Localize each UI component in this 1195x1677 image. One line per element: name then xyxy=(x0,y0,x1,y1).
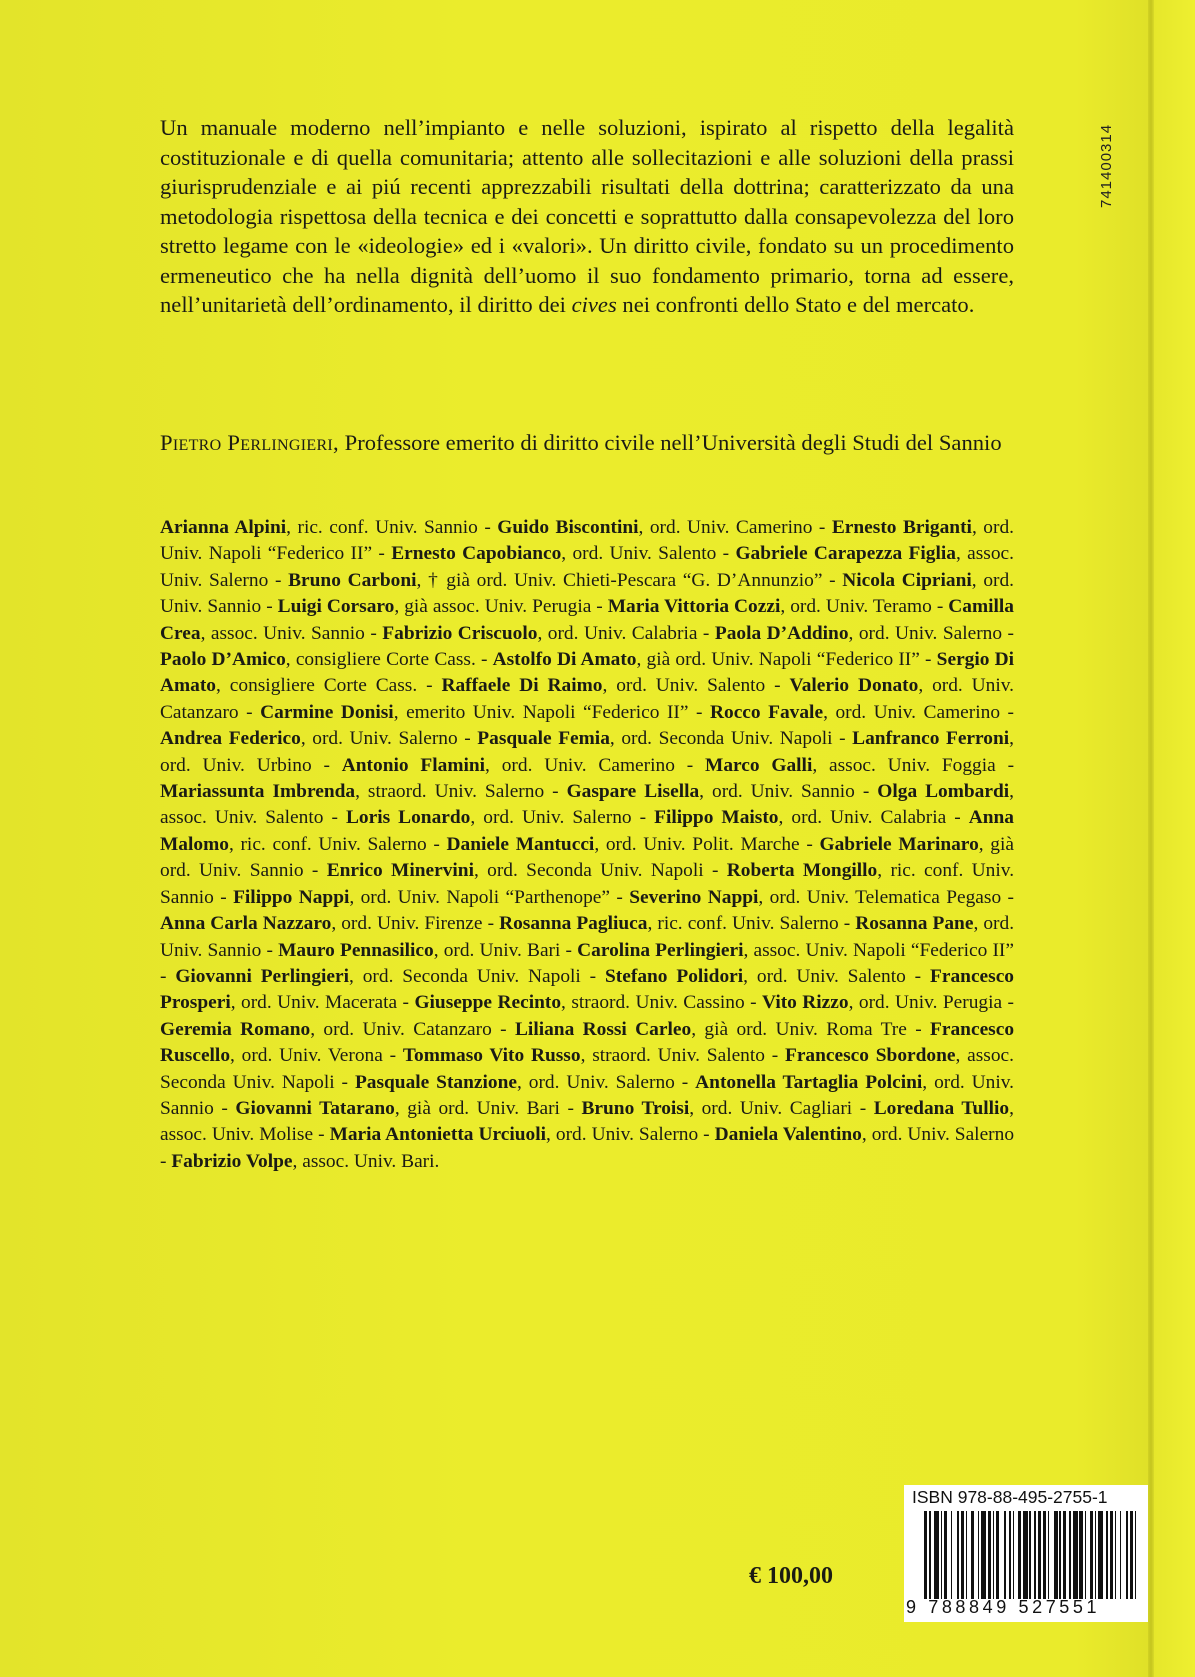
contributor-entry: Gabriele Carapezza Figlia, assoc. Univ. Salerno xyxy=(160,543,1014,591)
contributor-entry: Geremia Romano, ord. Univ. Catanzaro xyxy=(160,1018,492,1040)
contributor-entry: Gaspare Lisella, ord. Univ. Sannio xyxy=(566,781,855,803)
contributor-role: assoc. Univ. Foggia xyxy=(829,754,996,776)
contributor-name: Severino Nappi xyxy=(629,886,759,908)
contributor-role: ric. conf. Univ. Sannio xyxy=(160,860,1015,908)
contributor-name: Luigi Corsaro xyxy=(277,596,395,618)
contributor-name: Loris Lonardo xyxy=(345,807,471,829)
contributor-name: Bruno Carboni xyxy=(288,569,417,591)
contributor-role: ord. Univ. Sannio xyxy=(160,569,1015,618)
contributor-role: ord. Univ. Salerno xyxy=(528,1071,675,1093)
contributor-entry: Lanfranco Ferroni, ord. Univ. Urbino xyxy=(160,728,1015,776)
contributor-name: Pasquale Femia xyxy=(477,728,610,750)
contributor-role: straord. Univ. Cassino xyxy=(571,992,745,1014)
contributor-name: Rosanna Pane xyxy=(855,913,974,935)
contributor-entry: Gabriele Marinaro, già ord. Univ. Sannio xyxy=(160,833,1014,882)
contributor-name: Daniela Valentino xyxy=(714,1124,862,1146)
intro-italic-word: cives xyxy=(571,292,617,317)
contributor-entry: Giovanni Perlingieri, ord. Seconda Univ. Napoli xyxy=(175,965,581,987)
contributor-role: ord. Univ. Perugia xyxy=(858,992,1003,1014)
contributor-name: Antonio Flamini xyxy=(341,754,486,776)
contributor-name: Carmine Donisi xyxy=(260,701,394,723)
contributor-role: ord. Univ. Bari xyxy=(443,939,561,961)
contributor-entry: Nicola Cipriani, ord. Univ. Sannio xyxy=(160,569,1015,618)
contributor-role: ord. Univ. Catanzaro xyxy=(160,675,1015,723)
contributor-entry: Ernesto Briganti, ord. Univ. Napoli “Federico II” xyxy=(160,517,1014,565)
spine-strip xyxy=(1154,0,1195,1677)
contributor-entry: Loredana Tullio, assoc. Univ. Molise xyxy=(160,1097,1014,1146)
contributor-entry: Guido Biscontini, ord. Univ. Camerino xyxy=(497,517,813,538)
contributor-name: Rocco Favale xyxy=(710,701,824,723)
contributor-role: assoc. Univ. Napoli “Federico II” xyxy=(753,939,1014,961)
contributor-role: già ord. Univ. Bari xyxy=(407,1097,560,1119)
contributor-role: già assoc. Univ. Perugia xyxy=(404,596,592,618)
contributor-role: emerito Univ. Napoli “Federico II” xyxy=(406,701,689,723)
contributor-entry: Francesco Sbordone, assoc. Seconda Univ. Napoli xyxy=(160,1045,1014,1093)
intro-paragraph xyxy=(160,113,1014,320)
contributor-entry: Sergio Di Amato, consigliere Corte Cass. xyxy=(160,649,1015,697)
contributor-role: consigliere Corte Cass. xyxy=(295,649,476,671)
contributor-entry: Giuseppe Recinto, straord. Univ. Cassino xyxy=(414,992,745,1014)
contributor-entry: Mariassunta Imbrenda, straord. Univ. Salerno xyxy=(160,781,545,803)
contributor-role: già ord. Univ. Napoli “Federico II” xyxy=(646,649,920,671)
contributor-role: già ord. Univ. Roma Tre xyxy=(704,1018,907,1040)
contributor-entry: Severino Nappi, ord. Univ. Telematica Pegaso xyxy=(629,886,1002,908)
contributor-role: assoc. Seconda Univ. Napoli xyxy=(160,1045,1014,1093)
contributor-entry: Giovanni Tatarano, già ord. Univ. Bari xyxy=(235,1097,560,1119)
contributor-entry: Tommaso Vito Russo, straord. Univ. Salento xyxy=(402,1045,765,1067)
contributor-name: Vito Rizzo xyxy=(762,992,849,1014)
contributor-entry: Enrico Minervini, ord. Seconda Univ. Napoli xyxy=(326,860,704,882)
contributor-role: ord. Univ. Salerno xyxy=(483,807,632,829)
contributor-role: assoc. Univ. Salerno xyxy=(160,543,1014,591)
contributor-entry: Luigi Corsaro, già assoc. Univ. Perugia xyxy=(277,596,592,618)
contributor-role: ord. Univ. Telematica Pegaso xyxy=(769,886,1002,908)
contributor-role: † già ord. Univ. Chieti-Pescara “G. D’Annunzio” xyxy=(428,569,823,591)
contributor-name: Enrico Minervini xyxy=(326,860,474,882)
contributor-name: Arianna Alpini xyxy=(160,517,287,538)
contributor-entry: Liliana Rossi Carleo, già ord. Univ. Roma Tre xyxy=(515,1018,907,1040)
contributor-name: Giuseppe Recinto xyxy=(414,992,562,1014)
contributor-entry: Daniela Valentino, ord. Univ. Salerno xyxy=(714,1124,1015,1146)
contributor-role: ord. Univ. Salerno xyxy=(858,622,1003,644)
contributor-entry: Francesco Ruscello, ord. Univ. Verona xyxy=(160,1018,1015,1067)
contributor-name: Giovanni Perlingieri xyxy=(175,965,349,987)
contributor-role: ord. Univ. Firenze xyxy=(341,913,483,935)
contributor-name: Carolina Perlingieri xyxy=(577,939,744,961)
contributor-entry: Francesco Prosperi, ord. Univ. Macerata xyxy=(160,965,1015,1014)
contributor-name: Camilla Crea xyxy=(160,596,1014,644)
contributor-entry: Marco Galli, assoc. Univ. Foggia xyxy=(705,754,996,776)
contributor-role: ord. Univ. Camerino xyxy=(835,701,1001,723)
contributor-name: Francesco Ruscello xyxy=(160,1018,1015,1067)
contributor-name: Antonella Tartaglia Polcini xyxy=(695,1071,923,1093)
contributor-role: assoc. Univ. Bari xyxy=(302,1150,435,1172)
intro-text: Un manuale moderno nell’impianto e nelle soluzioni, ispirato al rispetto della legalità costituzionale e di quella comunitaria; attento alle sollecitazioni e alle soluzioni della prassi giurisprudenziale e ai piú recenti apprezzabili risultati della dottrina; caratterizzato da una metodologia rispettosa della tecnica e dei concetti e soprattutto dalla consapevolezza del loro stretto legame con le «ideologie» ed i «valori». Un diritto civile, fondato su un procedimento ermeneutico che ha nella dignità dell’uomo il suo fondamento primario, torna ad essere, nell’unitarietà dell’ordinamento, il diritto dei xyxy=(160,115,1014,317)
contributor-name: Andrea Federico xyxy=(160,728,301,750)
contributor-role: ord. Univ. Urbino xyxy=(160,754,312,776)
contributor-name: Fabrizio Volpe xyxy=(171,1150,293,1172)
contributor-role: ord. Seconda Univ. Napoli xyxy=(362,965,581,987)
barcode-digits: 9 788849 527551 xyxy=(906,1597,1101,1617)
contributor-role: ord. Univ. Sannio xyxy=(160,913,1015,961)
contributor-entry: Paolo D’Amico, consigliere Corte Cass. xyxy=(160,649,476,671)
contributor-name: Giovanni Tatarano xyxy=(235,1097,395,1119)
contributor-entry: Maria Antonietta Urciuoli, ord. Univ. Salerno xyxy=(329,1124,699,1146)
contributor-name: Francesco Prosperi xyxy=(160,965,1015,1014)
contributor-role: ord. Univ. Salento xyxy=(572,543,717,565)
contributor-name: Olga Lombardi xyxy=(877,781,1010,803)
contributor-role: ord. Univ. Salento xyxy=(616,675,766,697)
contributor-entry: Anna Malomo, ric. conf. Univ. Salerno xyxy=(160,807,1015,855)
contributor-name: Mariassunta Imbrenda xyxy=(160,781,356,803)
contributor-role: ord. Univ. Polit. Marche xyxy=(605,833,800,855)
contributor-entry: Roberta Mongillo, ric. conf. Univ. Sannio xyxy=(160,860,1015,908)
contributor-role: ord. Univ. Napoli “Parthenope” xyxy=(360,886,610,908)
contributor-role: ord. Univ. Teramo xyxy=(790,596,932,618)
contributor-name: Paolo D’Amico xyxy=(160,649,286,671)
contributor-entry: Bruno Troisi, ord. Univ. Cagliari xyxy=(581,1097,853,1119)
contributor-name: Ernesto Capobianco xyxy=(391,543,562,565)
contributor-name: Roberta Mongillo xyxy=(726,860,878,882)
contributor-name: Fabrizio Criscuolo xyxy=(382,622,538,644)
contributor-entry: Maria Vittoria Cozzi, ord. Univ. Teramo xyxy=(607,596,932,618)
contributor-role: ric. conf. Univ. Salerno xyxy=(240,833,427,855)
contributor-name: Rosanna Pagliuca xyxy=(499,913,648,935)
contributor-entry: Rosanna Pane, ord. Univ. Sannio xyxy=(160,913,1015,961)
barcode-bar xyxy=(1136,1511,1139,1599)
contributor-name: Mauro Pennasilico xyxy=(278,939,434,961)
contributor-name: Maria Antonietta Urciuoli xyxy=(329,1124,547,1146)
contributor-role: ord. Univ. Salerno xyxy=(555,1124,699,1146)
contributor-role: ord. Univ. Salerno xyxy=(871,1124,1015,1146)
contributor-role: ric. conf. Univ. Sannio xyxy=(297,517,478,538)
contributor-entry: Andrea Federico, ord. Univ. Salerno xyxy=(160,728,458,750)
contributor-name: Gaspare Lisella xyxy=(566,781,700,803)
contributor-name: Maria Vittoria Cozzi xyxy=(607,596,781,618)
contributor-role: ord. Univ. Camerino xyxy=(649,517,813,538)
contributor-name: Lanfranco Ferroni xyxy=(852,728,1010,750)
contributor-name: Sergio Di Amato xyxy=(160,649,1015,697)
isbn-barcode-box xyxy=(904,1485,1148,1622)
contributor-role: ord. Univ. Cagliari xyxy=(701,1097,853,1119)
contributor-entry: Daniele Mantucci, ord. Univ. Polit. Marche xyxy=(446,833,800,855)
contributor-role: ric. conf. Univ. Salerno xyxy=(657,913,839,935)
contributor-name: Liliana Rossi Carleo xyxy=(515,1018,692,1040)
author-line xyxy=(160,428,1014,457)
contributor-name: Astolfo Di Amato xyxy=(492,649,637,671)
contributor-entry: Mauro Pennasilico, ord. Univ. Bari xyxy=(278,939,561,961)
contributor-role: ord. Univ. Camerino xyxy=(501,754,675,776)
contributor-role: ord. Univ. Catanzaro xyxy=(323,1018,492,1040)
contributor-entry: Fabrizio Criscuolo, ord. Univ. Calabria xyxy=(382,622,698,644)
contributor-role: ord. Univ. Salerno xyxy=(312,728,458,750)
author-description: Professore emerito di diritto civile nell’Università degli Studi del Sannio xyxy=(339,430,1002,455)
spine-code: 741400314 xyxy=(1098,123,1115,208)
contributor-role: ord. Univ. Salento xyxy=(756,965,906,987)
contributor-entry: Antonio Flamini, ord. Univ. Camerino xyxy=(341,754,675,776)
contributor-entry: Ernesto Capobianco, ord. Univ. Salento xyxy=(391,543,717,565)
contributor-role: ord. Seconda Univ. Napoli xyxy=(487,860,704,882)
contributor-role: assoc. Univ. Salento xyxy=(160,807,324,829)
contributor-entry: Camilla Crea, assoc. Univ. Sannio xyxy=(160,596,1014,644)
price: € 100,00 xyxy=(749,1563,833,1589)
contributor-entry: Loris Lonardo, ord. Univ. Salerno xyxy=(345,807,632,829)
contributor-role: già ord. Univ. Sannio xyxy=(160,833,1014,882)
contributor-name: Ernesto Briganti xyxy=(831,517,972,538)
contributor-entry: Vito Rizzo, ord. Univ. Perugia xyxy=(762,992,1003,1014)
contributor-role: ord. Univ. Verona xyxy=(241,1045,383,1067)
contributor-role: ord. Seconda Univ. Napoli xyxy=(621,728,833,750)
contributors-list: Arianna Alpini, ric. conf. Univ. Sannio - Guido Biscontini, ord. Univ. Camerino - Ernesto Briganti, ord. Univ. Napoli “Federico II” - Ernesto Capobianco, ord. Univ. Salento - Gabriele Carapezza Figlia, assoc. Univ. Salerno - Bruno Carboni, † già ord. Univ. Chieti-Pescara “G. D’Annunzio” - Nicola Cipriani, ord. Univ. Sannio - Luigi Corsaro, già assoc. Univ. Perugia - Maria Vittoria Cozzi, ord. Univ. Teramo - Camilla Crea, assoc. Univ. Sannio - Fabrizio Criscuolo, ord. Univ. Calabria - Paola D’Addino, ord. Univ. Salerno - Paolo D’Amico, consigliere Corte Cass. - Astolfo Di Amato, già ord. Univ. Napoli “Federico II” - Sergio Di Amato, consigliere Corte Cass. - Raffaele Di Raimo, ord. Univ. Salento - Valerio Donato, ord. Univ. Catanzaro - Carmine Donisi, emerito Univ. Napoli “Federico II” - Rocco Favale, ord. Univ. Camerino - Andrea Federico, ord. Univ. Salerno - Pasquale Femia, ord. Seconda Univ. Napoli - Lanfranco Ferroni, ord. Univ. Urbino - Antonio Flamini, ord. Univ. Camerino - Marco Galli, assoc. Univ. Foggia - Mariassunta Imbrenda, straord. Univ. Salerno - Gaspare Lisella, ord. Univ. Sannio - Olga Lombardi, assoc. Univ. Salento - Loris Lonardo, ord. Univ. Salerno - Filippo Maisto, ord. Univ. Calabria - Anna Malomo, ric. conf. Univ. Salerno - Daniele Mantucci, ord. Univ. Polit. Marche - Gabriele Marinaro, già ord. Univ. Sannio - Enrico Minervini, ord. Seconda Univ. Napoli - Roberta Mongillo, ric. conf. Univ. Sannio - Filippo Nappi, ord. Univ. Napoli “Parthenope” - Severino Nappi, ord. Univ. Telematica Pegaso - Anna Carla Nazzaro, ord. Univ. Firenze - Rosanna Pagliuca, ric. conf. Univ. Salerno - Rosanna Pane, ord. Univ. Sannio - Mauro Pennasilico, ord. Univ. Bari - Carolina Perlingieri, assoc. Univ. Napoli “Federico II” - Giovanni Perlingieri, ord. Seconda Univ. Napoli - Stefano Polidori, ord. Univ. Salento - Francesco Prosperi, ord. Univ. Macerata - Giuseppe Recinto, straord. Univ. Cassino - Vito Rizzo, ord. Univ. Perugia - Geremia Romano, ord. Univ. Catanzaro - Liliana Rossi Carleo, già ord. Univ. Roma Tre - Francesco Ruscello, ord. Univ. Verona - Tommaso Vito Russo, straord. Univ. Salento - Francesco Sbordone, assoc. Seconda Univ. Napoli - Pasquale Stanzione, ord. Univ. Salerno - Antonella Tartaglia Polcini, ord. Univ. Sannio - Giovanni Tatarano, già ord. Univ. Bari - Bruno Troisi, ord. Univ. Cagliari - Loredana Tullio, assoc. Univ. Molise - Maria Antonietta Urciuoli, ord. Univ. Salerno - Daniela Valentino, ord. Univ. Salerno - Fabrizio Volpe, assoc. Univ. Bari. xyxy=(160,517,1015,1172)
contributor-role: straord. Univ. Salerno xyxy=(367,781,545,803)
contributor-entry: Filippo Maisto, ord. Univ. Calabria xyxy=(654,807,947,829)
contributor-role: ord. Univ. Macerata xyxy=(241,992,398,1014)
contributor-role: ord. Univ. Sannio xyxy=(712,781,855,803)
contributor-entry: Fabrizio Volpe, assoc. Univ. Bari xyxy=(171,1150,435,1172)
contributor-name: Tommaso Vito Russo xyxy=(402,1045,581,1067)
contributor-entry: Paola D’Addino, ord. Univ. Salerno xyxy=(714,622,1003,644)
contributor-name: Pasquale Stanzione xyxy=(354,1071,517,1093)
contributor-entry: Bruno Carboni, † già ord. Univ. Chieti-Pescara “G. D’Annunzio” xyxy=(288,569,823,591)
contributor-name: Gabriele Marinaro xyxy=(819,833,979,855)
contributor-entry: Carmine Donisi, emerito Univ. Napoli “Federico II” xyxy=(260,701,689,723)
contributor-entry: Antonella Tartaglia Polcini, ord. Univ. Sannio xyxy=(160,1071,1015,1119)
contributor-entry: Anna Carla Nazzaro, ord. Univ. Firenze xyxy=(160,913,483,935)
contributor-entry: Rosanna Pagliuca, ric. conf. Univ. Salerno xyxy=(499,913,839,935)
contributor-entry: Carolina Perlingieri, assoc. Univ. Napoli “Federico II” xyxy=(577,939,1014,961)
contributor-name: Filippo Maisto xyxy=(654,807,779,829)
contributor-name: Raffaele Di Raimo xyxy=(441,675,603,697)
contributor-name: Nicola Cipriani xyxy=(842,569,972,591)
barcode xyxy=(924,1511,1140,1599)
contributor-name: Guido Biscontini xyxy=(497,517,639,538)
intro-end: nei confronti dello Stato e del mercato. xyxy=(616,292,975,317)
author-name: Pietro Perlingieri, xyxy=(160,430,339,455)
contributor-name: Paola D’Addino xyxy=(714,622,849,644)
contributor-entry: Olga Lombardi, assoc. Univ. Salento xyxy=(160,781,1015,829)
contributor-entry: Pasquale Stanzione, ord. Univ. Salerno xyxy=(354,1071,675,1093)
contributor-name: Loredana Tullio xyxy=(873,1097,1010,1119)
contributor-role: ord. Univ. Napoli “Federico II” xyxy=(160,517,1014,565)
contributor-entry: Filippo Nappi, ord. Univ. Napoli “Parthenope” xyxy=(233,886,610,908)
contributor-name: Filippo Nappi xyxy=(233,886,350,908)
contributor-name: Anna Carla Nazzaro xyxy=(160,913,332,935)
contributor-role: ord. Univ. Calabria xyxy=(547,622,698,644)
contributor-entry: Arianna Alpini, ric. conf. Univ. Sannio xyxy=(160,517,478,538)
contributor-name: Daniele Mantucci xyxy=(446,833,595,855)
contributor-name: Marco Galli xyxy=(705,754,813,776)
contributor-name: Valerio Donato xyxy=(789,675,919,697)
contributor-name: Francesco Sbordone xyxy=(784,1045,956,1067)
contributor-role: ord. Univ. Calabria xyxy=(791,807,947,829)
contributor-entry: Stefano Polidori, ord. Univ. Salento xyxy=(605,965,906,987)
contributor-name: Anna Malomo xyxy=(160,807,1015,855)
contributor-role: assoc. Univ. Molise xyxy=(160,1124,314,1146)
contributor-entry: Raffaele Di Raimo, ord. Univ. Salento xyxy=(441,675,766,697)
contributor-entry: Pasquale Femia, ord. Seconda Univ. Napoli xyxy=(477,728,833,750)
contributor-role: ord. Univ. Sannio xyxy=(160,1071,1015,1119)
contributor-entry: Valerio Donato, ord. Univ. Catanzaro xyxy=(160,675,1015,723)
contributor-role: straord. Univ. Salento xyxy=(592,1045,765,1067)
contributor-role: consigliere Corte Cass. xyxy=(229,675,418,697)
contributor-name: Stefano Polidori xyxy=(605,965,744,987)
contributor-name: Gabriele Carapezza Figlia xyxy=(735,543,956,565)
contributor-role: assoc. Univ. Sannio xyxy=(210,622,365,644)
contributor-name: Bruno Troisi xyxy=(581,1097,690,1119)
contributor-entry: Astolfo Di Amato, già ord. Univ. Napoli “Federico II” xyxy=(492,649,920,671)
contributor-name: Geremia Romano xyxy=(160,1018,311,1040)
isbn-number: ISBN 978-88-495-2755-1 xyxy=(912,1487,1108,1507)
contributor-entry: Rocco Favale, ord. Univ. Camerino xyxy=(710,701,1001,723)
